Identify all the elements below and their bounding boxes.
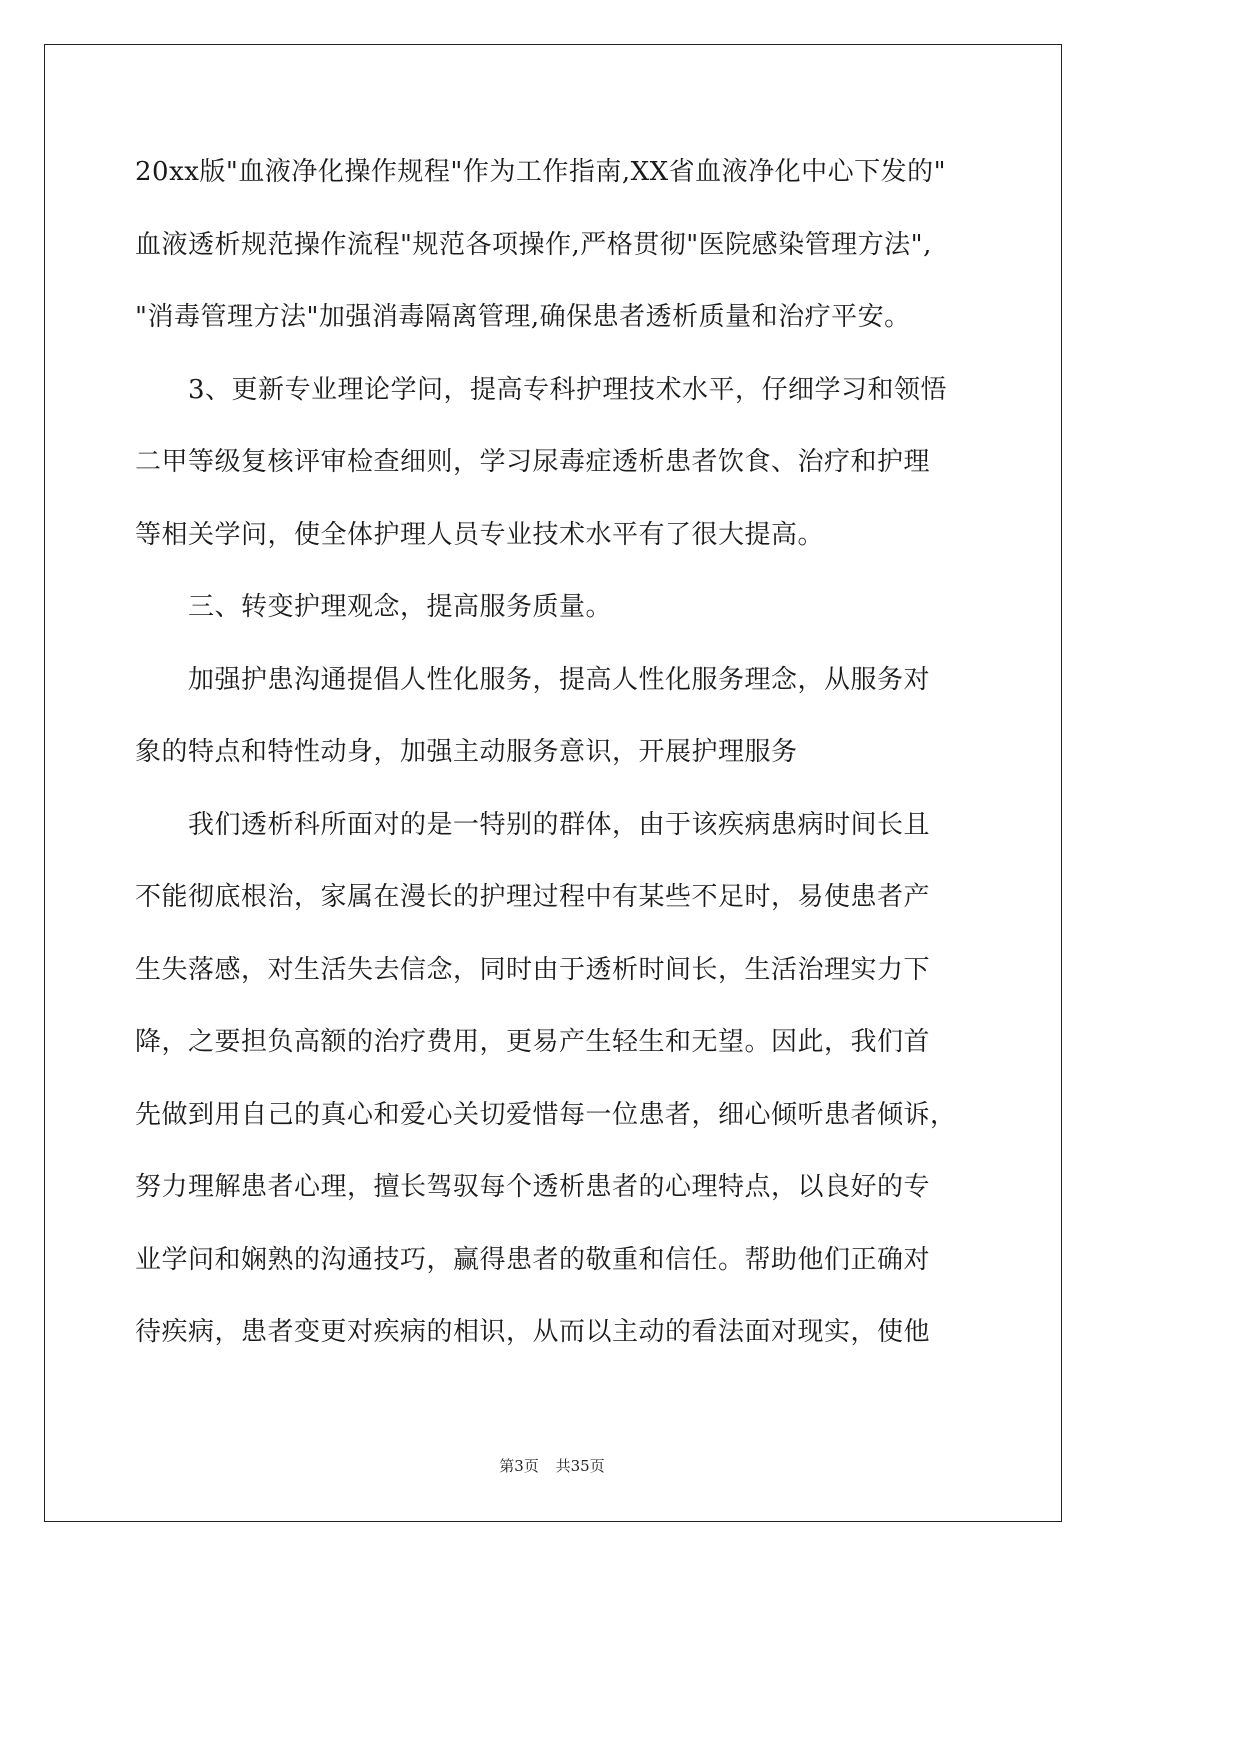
section-heading: 三、转变护理观念，提高服务质量。 <box>135 592 613 622</box>
text-line: 象的特点和特性动身，加强主动服务意识，开展护理服务 <box>135 737 798 767</box>
text-line: 业学问和娴熟的沟通技巧，赢得患者的敬重和信任。帮助他们正确对 <box>135 1245 931 1275</box>
text-line: 努力理解患者心理，擅长驾驭每个透析患者的心理特点，以良好的专 <box>135 1172 931 1202</box>
text-line: 20xx版"血液净化操作规程"作为工作指南,XX省血液净化中心下发的" <box>135 157 947 187</box>
text-line: 待疾病，患者变更对疾病的相识，从而以主动的看法面对现实，使他 <box>135 1317 931 1347</box>
text-line: 我们透析科所面对的是一特别的群体，由于该疾病患病时间长且 <box>135 810 931 840</box>
page-total: 共35页 <box>555 1457 605 1475</box>
page-border <box>44 44 1062 1522</box>
text-line: 加强护患沟通提倡人性化服务，提高人性化服务理念，从服务对 <box>135 665 931 695</box>
text-line: 先做到用自己的真心和爱心关切爱惜每一位患者，细心倾听患者倾诉， <box>135 1100 957 1130</box>
page-footer <box>0 1456 1104 1476</box>
text-line: 不能彻底根治，家属在漫长的护理过程中有某些不足时，易使患者产 <box>135 882 931 912</box>
page-number: 第3页 <box>499 1457 539 1475</box>
text-line: "消毒管理方法"加强消毒隔离管理,确保患者透析质量和治疗平安。 <box>135 302 911 332</box>
text-line: 等相关学问，使全体护理人员专业技术水平有了很大提高。 <box>135 520 825 550</box>
text-line: 二甲等级复核评审检查细则，学习尿毒症透析患者饮食、治疗和护理 <box>135 447 931 477</box>
text-line: 3、更新专业理论学问，提高专科护理技术水平，仔细学习和领悟 <box>135 375 948 405</box>
text-line: 降，之要担负高额的治疗费用，更易产生轻生和无望。因此，我们首 <box>135 1027 931 1057</box>
text-line: 血液透析规范操作流程"规范各项操作,严格贯彻"医院感染管理方法", <box>135 230 932 260</box>
text-line: 生失落感，对生活失去信念，同时由于透析时间长，生活治理实力下 <box>135 955 931 985</box>
